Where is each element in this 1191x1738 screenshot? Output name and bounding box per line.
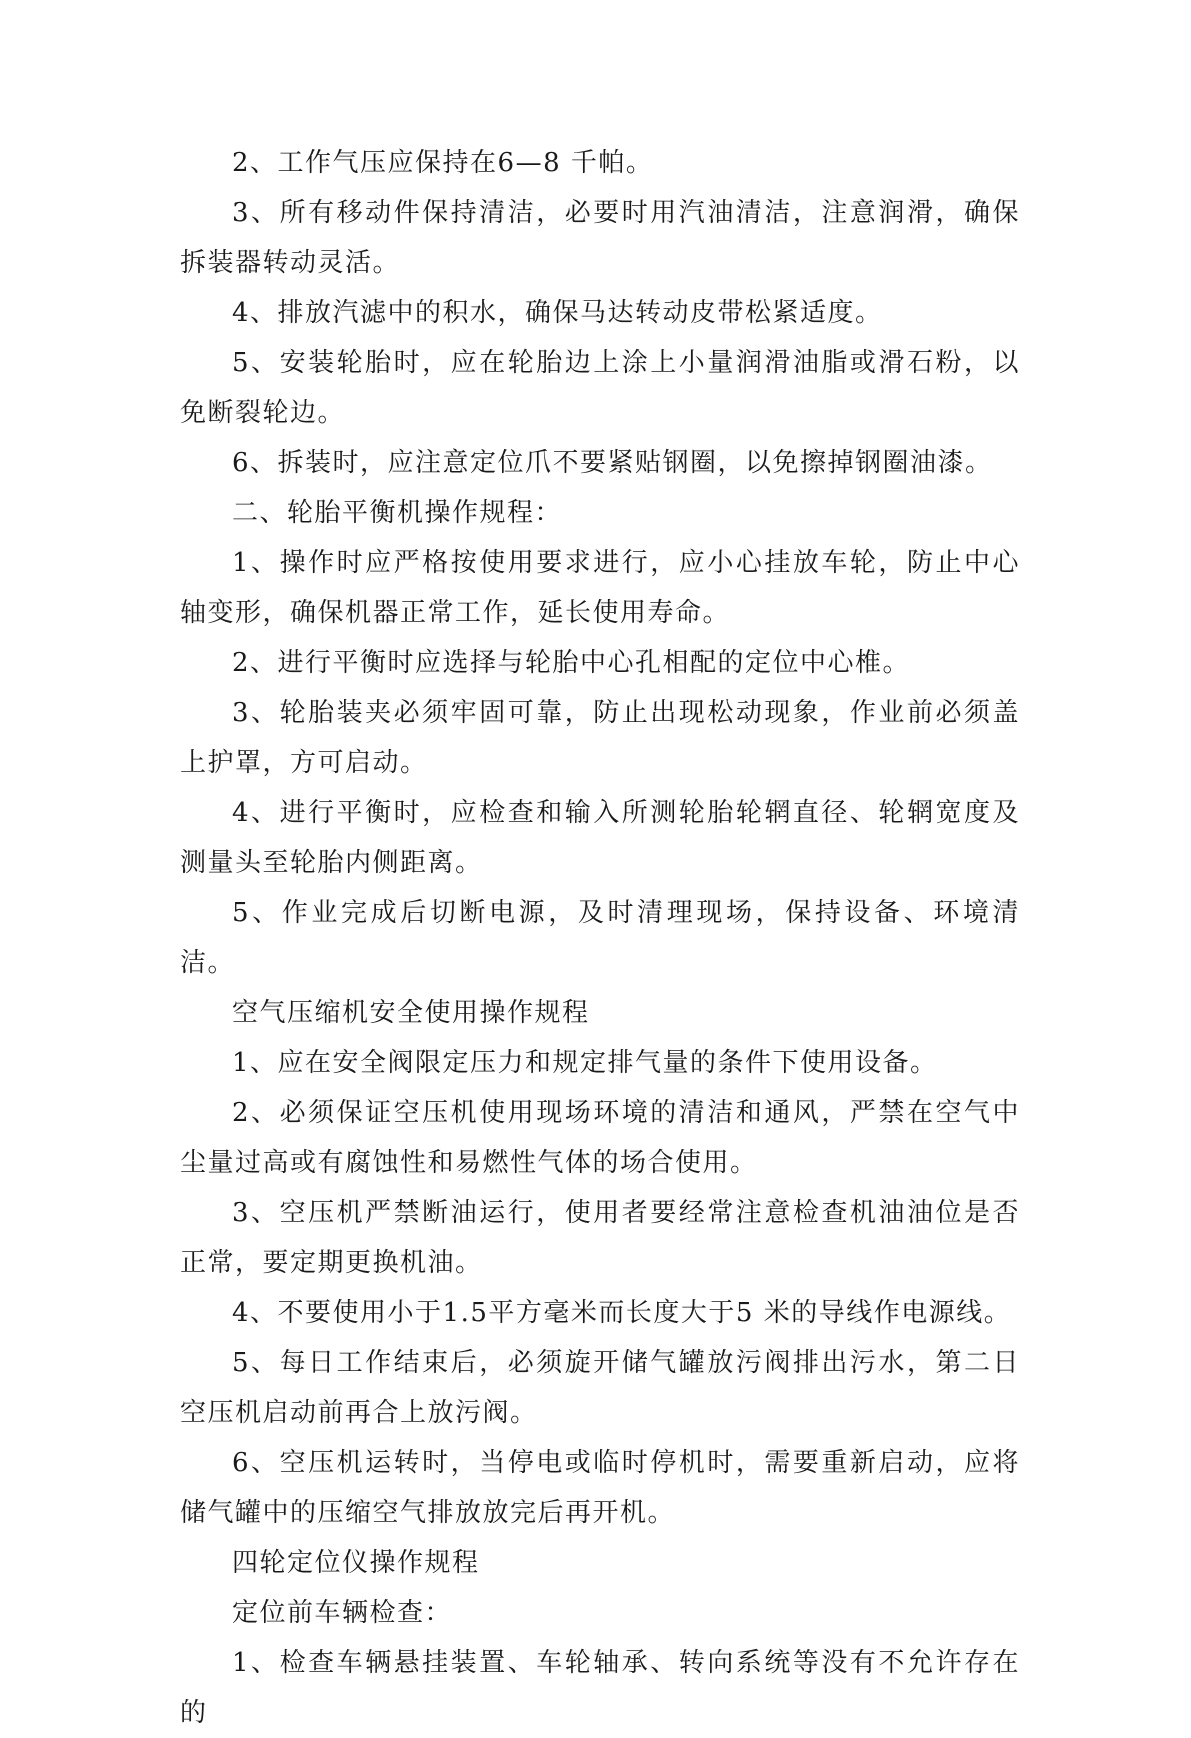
paragraph-tire-changer-5: 5、安装轮胎时，应在轮胎边上涂上小量润滑油脂或滑石粉，以免断裂轮边。: [180, 348, 1020, 428]
paragraph-balancer-1: 1、操作时应严格按使用要求进行，应小心挂放车轮，防止中心轴变形，确保机器正常工作，延长使用寿命。: [180, 548, 1020, 628]
section-heading-alignment: 四轮定位仪操作规程: [232, 1548, 480, 1578]
paragraph-balancer-5: 5、作业完成后切断电源，及时清理现场，保持设备、环境清洁。: [180, 898, 1020, 978]
section-heading-compressor: 空气压缩机安全使用操作规程: [232, 998, 590, 1028]
paragraph-balancer-3: 3、轮胎装夹必须牢固可靠，防止出现松动现象，作业前必须盖上护罩，方可启动。: [180, 698, 1020, 778]
paragraph-compressor-5: 5、每日工作结束后，必须旋开储气罐放污阀排出污水，第二日空压机启动前再合上放污阀。: [180, 1348, 1020, 1428]
paragraph-tire-changer-6: 6、拆装时，应注意定位爪不要紧贴钢圈，以免擦掉钢圈油漆。: [232, 448, 993, 478]
paragraph-alignment-1: 1、检查车辆悬挂装置、车轮轴承、转向系统等没有不允许存在的: [180, 1648, 1020, 1728]
paragraph-compressor-4: 4、不要使用小于1.5平方毫米而长度大于5 米的导线作电源线。: [232, 1298, 1012, 1328]
section-heading-balancer: 二、轮胎平衡机操作规程：: [232, 498, 563, 528]
paragraph-compressor-6: 6、空压机运转时，当停电或临时停机时，需要重新启动，应将储气罐中的压缩空气排放放完后再开机。: [180, 1448, 1020, 1528]
paragraph-tire-changer-4: 4、排放汽滤中的积水，确保马达转动皮带松紧适度。: [232, 298, 883, 328]
paragraph-balancer-4: 4、进行平衡时，应检查和输入所测轮胎轮辋直径、轮辋宽度及测量头至轮胎内侧距离。: [180, 798, 1020, 878]
document-body: [180, 138, 1020, 1738]
paragraph-tire-changer-2: 2、工作气压应保持在6—8 千帕。: [232, 148, 654, 178]
paragraph-compressor-3: 3、空压机严禁断油运行，使用者要经常注意检查机油油位是否正常，要定期更换机油。: [180, 1198, 1020, 1278]
subheading-pre-alignment-check: 定位前车辆检查：: [232, 1598, 453, 1628]
paragraph-compressor-1: 1、应在安全阀限定压力和规定排气量的条件下使用设备。: [232, 1048, 938, 1078]
paragraph-balancer-2: 2、进行平衡时应选择与轮胎中心孔相配的定位中心椎。: [232, 648, 911, 678]
paragraph-compressor-2: 2、必须保证空压机使用现场环境的清洁和通风，严禁在空气中尘量过高或有腐蚀性和易燃性气体的场合使用。: [180, 1098, 1020, 1178]
paragraph-tire-changer-3: 3、所有移动件保持清洁，必要时用汽油清洁，注意润滑，确保拆装器转动灵活。: [180, 198, 1020, 278]
